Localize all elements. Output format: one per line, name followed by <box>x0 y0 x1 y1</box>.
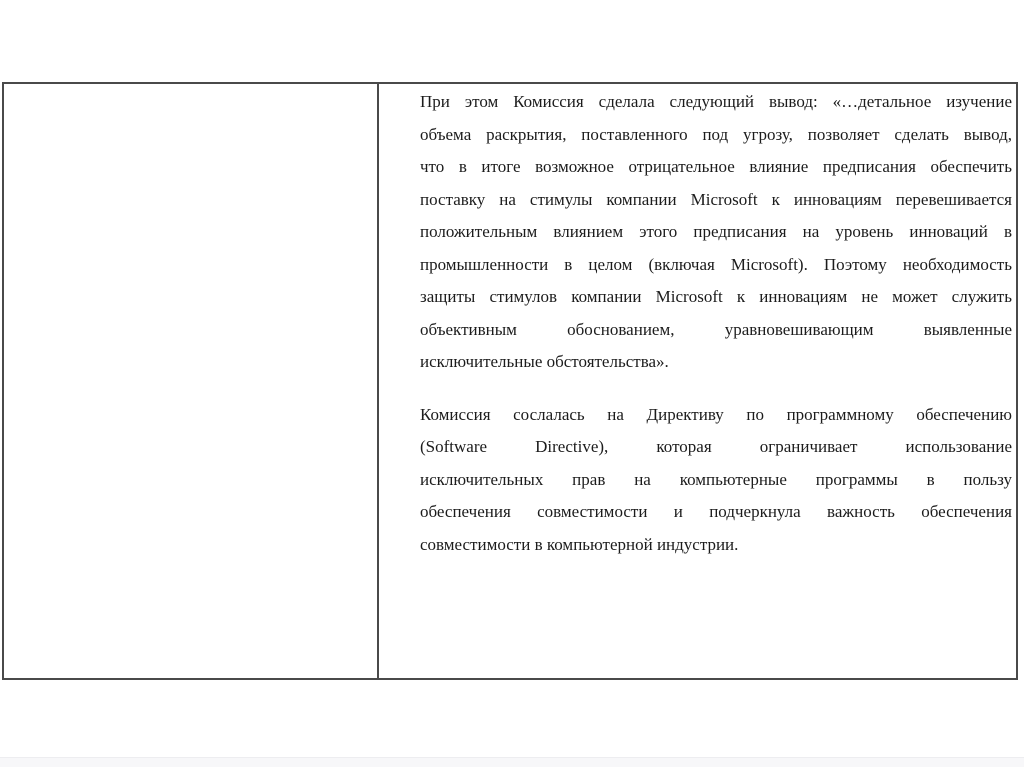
text-line: положительным влиянием этого предписания на уровень инноваций в <box>420 222 1012 241</box>
text-line: объективным обоснованием, уравновешивающим выявленные <box>420 319 1012 339</box>
text-line: объема раскрытия, поставленного под угрозу, позволяет сделать вывод, <box>420 124 1012 144</box>
bottom-edge-strip <box>0 757 1024 767</box>
table-cell-left <box>4 84 379 678</box>
text-line: защиты стимулов компании Microsoft к инновациям не может служить <box>420 287 1012 306</box>
text-line: промышленности в целом (включая Microsoft). Поэтому необходимость <box>420 254 1012 274</box>
text-line: совместимости в компьютерной индустрии. <box>420 534 739 554</box>
text-line: что в итоге возможное отрицательное влияние предписания обеспечить <box>420 157 1012 176</box>
text-line: Комиссия сослалась на Директиву по программному обеспечению <box>420 404 1012 424</box>
text-line: исключительные обстоятельства». <box>420 352 669 371</box>
text-line: При этом Комиссия сделала следующий вывод: «…детальное изучение <box>420 92 1012 111</box>
text-line: обеспечения совместимости и подчеркнула важность обеспечения <box>420 502 1012 521</box>
text-line: (Software Directive), которая ограничивает использование <box>420 437 1012 456</box>
paragraph <box>420 399 1012 562</box>
text-line: поставку на стимулы компании Microsoft к инновациям перевешивается <box>420 189 1012 209</box>
document-table <box>2 82 1018 680</box>
table-cell-right <box>379 84 1016 678</box>
text-line: исключительных прав на компьютерные программы в пользу <box>420 469 1012 489</box>
paragraph <box>420 86 1012 379</box>
